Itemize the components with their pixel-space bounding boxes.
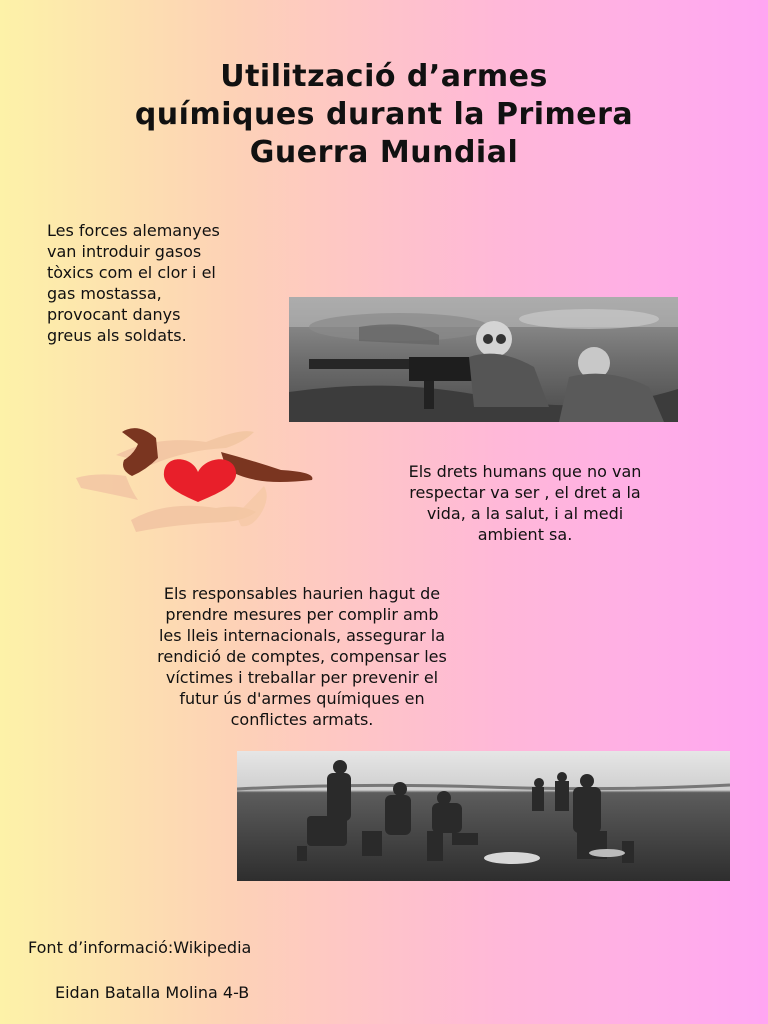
paragraph-line: gas mostassa, <box>47 284 162 303</box>
hands-heart-illustration <box>76 420 316 535</box>
hand-light-left <box>76 474 138 500</box>
title-line: químiques durant la Primera <box>134 97 634 132</box>
paragraph-line: rendició de comptes, compensar les <box>157 647 447 666</box>
paragraph-line: respectar va ser , el dret a la <box>409 483 641 502</box>
photo-soldiers-gas-masks <box>289 297 678 422</box>
page-title <box>0 58 768 172</box>
title-line: Guerra Mundial <box>249 135 519 170</box>
paragraph-line: Els drets humans que no van <box>408 462 642 481</box>
hand-light-right <box>236 486 267 526</box>
paragraph-line: greus als soldats. <box>47 326 187 345</box>
paragraph-line: víctimes i treballar per prevenir el <box>165 668 439 687</box>
paragraph-line: futur ús d'armes químiques en <box>179 689 425 708</box>
photo-soldiers-field-image <box>237 751 730 881</box>
paragraph-line: Les forces alemanyes <box>47 221 220 240</box>
paragraph-gases <box>47 220 220 346</box>
heart-icon <box>164 459 236 502</box>
hand-light-bottom <box>131 506 256 532</box>
paragraph-line: van introduir gasos <box>47 242 202 261</box>
paragraph-line: prendre mesures per complir amb <box>165 605 439 624</box>
paragraph-line: vida, a la salut, i al medi <box>426 504 624 523</box>
paragraph-human-rights <box>320 461 730 545</box>
paragraph-line: les lleis internacionals, assegurar la <box>158 626 446 645</box>
paragraph-responsibilities <box>60 583 544 730</box>
paragraph-line: Els responsables haurien hagut de <box>163 584 441 603</box>
source-credit: Font d’informació:Wikipedia <box>28 938 252 957</box>
title-line: Utilització d’armes <box>220 59 548 94</box>
paragraph-line: conflictes armats. <box>230 710 374 729</box>
paragraph-line: tòxics com el clor i el <box>47 263 216 282</box>
photo-soldiers-field <box>237 751 730 881</box>
photo-soldiers-gas-masks-image <box>289 297 678 422</box>
paragraph-line: ambient sa. <box>477 525 573 544</box>
paragraph-line: provocant danys <box>47 305 181 324</box>
author-credit: Eidan Batalla Molina 4-B <box>55 983 250 1002</box>
